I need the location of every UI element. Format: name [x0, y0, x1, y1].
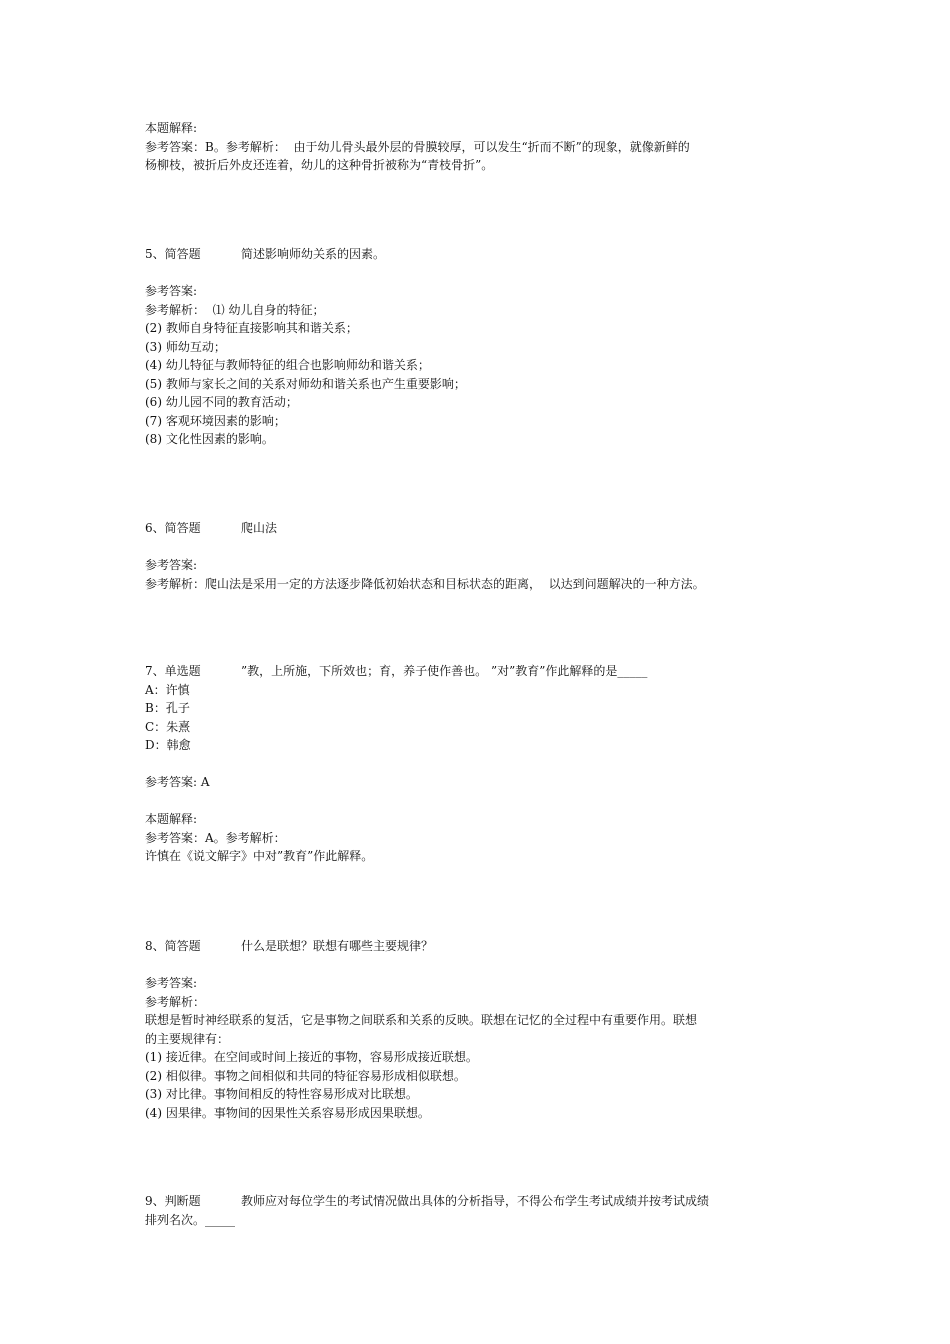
question-type: 6、简答题	[145, 521, 201, 535]
explanation-heading: 本题解释:	[145, 121, 198, 135]
question-stem: 简述影响师幼关系的因素。	[241, 247, 386, 261]
answer-line: (7) 客观环境因素的影响；	[145, 413, 286, 428]
answer-line: 的主要规律有：	[145, 1031, 230, 1046]
question-stem: ”教，上所施，下所效也；育，养子使作善也。 ”对”教育”作此解释的是_____	[241, 664, 648, 678]
question-header	[145, 519, 805, 538]
question-type: 8、简答题	[145, 939, 201, 953]
option-a: A：许慎	[145, 682, 190, 697]
answer-line: (8) 文化性因素的影响。	[145, 432, 274, 446]
question-stem: 教师应对每位学生的考试情况做出具体的分析指导，不得公布学生考试成绩并按考试成绩	[241, 1194, 710, 1208]
answer-line: (3) 对比律。事物间相反的特性容易形成对比联想。	[145, 1087, 418, 1101]
question-9	[145, 1192, 805, 1229]
answer-line: 联想是暂时神经联系的复活，它是事物之间联系和关系的反映。联想在记忆的全过程中有重要作用。联想	[145, 1013, 698, 1027]
question-stem: 什么是联想？联想有哪些主要规律？	[241, 939, 434, 953]
answer-line: (3) 师幼互动；	[145, 339, 226, 354]
answer-line: (2) 教师自身特征直接影响其和谐关系；	[145, 321, 358, 335]
question-header	[145, 1192, 805, 1211]
answer-line: (2) 相似律。事物之间相似和共同的特征容易形成相似联想。	[145, 1068, 466, 1083]
answer-line: (5) 教师与家长之间的关系对师幼和谐关系也产生重要影响；	[145, 376, 466, 391]
question-header	[145, 245, 805, 264]
answer-line: (4) 因果律。事物间的因果性关系容易形成因果联想。	[145, 1105, 430, 1120]
question-6	[145, 519, 805, 593]
question-7	[145, 662, 805, 866]
answer-line: (1) 接近律。在空间或时间上接近的事物，容易形成接近联想。	[145, 1050, 478, 1064]
answer-label: 参考答案:	[145, 976, 198, 990]
answer-line: (4) 幼儿特征与教师特征的组合也影响师幼和谐关系；	[145, 358, 430, 372]
question-type: 7、单选题	[145, 664, 201, 678]
option-c: C：朱熹	[145, 719, 191, 734]
answer-label: 参考答案:	[145, 284, 198, 298]
question-header	[145, 662, 805, 681]
explanation-heading: 本题解释:	[145, 812, 198, 826]
question-type: 5、简答题	[145, 247, 201, 261]
answer-line: 参考解析： ⑴ 幼儿自身的特征；	[145, 302, 325, 317]
explanation-line: 参考答案：A。参考解析：	[145, 830, 286, 845]
question-type: 9、判断题	[145, 1194, 201, 1208]
answer-line: (6) 幼儿园不同的教育活动；	[145, 395, 298, 409]
question-8	[145, 937, 805, 1122]
option-b: B：孔子	[145, 701, 190, 715]
explanation-line: 许慎在《说文解字》中对”教育”作此解释。	[145, 849, 374, 863]
question-stem-continued: 排列名次。_____	[145, 1212, 236, 1227]
answer-line: 参考答案: A	[145, 775, 210, 789]
answer-line: 参考解析：爬山法是采用一定的方法逐步降低初始状态和目标状态的距离， 以达到问题解决的一种方法。	[145, 576, 705, 591]
prev-explanation	[145, 119, 805, 175]
explanation-line: 参考答案：B。参考解析： 由于幼儿骨头最外层的骨膜较厚，可以发生“折而不断”的现象，就像新鲜的	[145, 139, 690, 154]
question-stem: 爬山法	[241, 521, 278, 535]
answer-line: 参考解析：	[145, 994, 206, 1009]
option-d: D：韩愈	[145, 738, 191, 752]
question-5	[145, 245, 805, 449]
answer-label: 参考答案:	[145, 558, 198, 572]
explanation-line: 杨柳枝，被折后外皮还连着，幼儿的这种骨折被称为“青枝骨折”。	[145, 158, 494, 172]
question-header	[145, 937, 805, 956]
